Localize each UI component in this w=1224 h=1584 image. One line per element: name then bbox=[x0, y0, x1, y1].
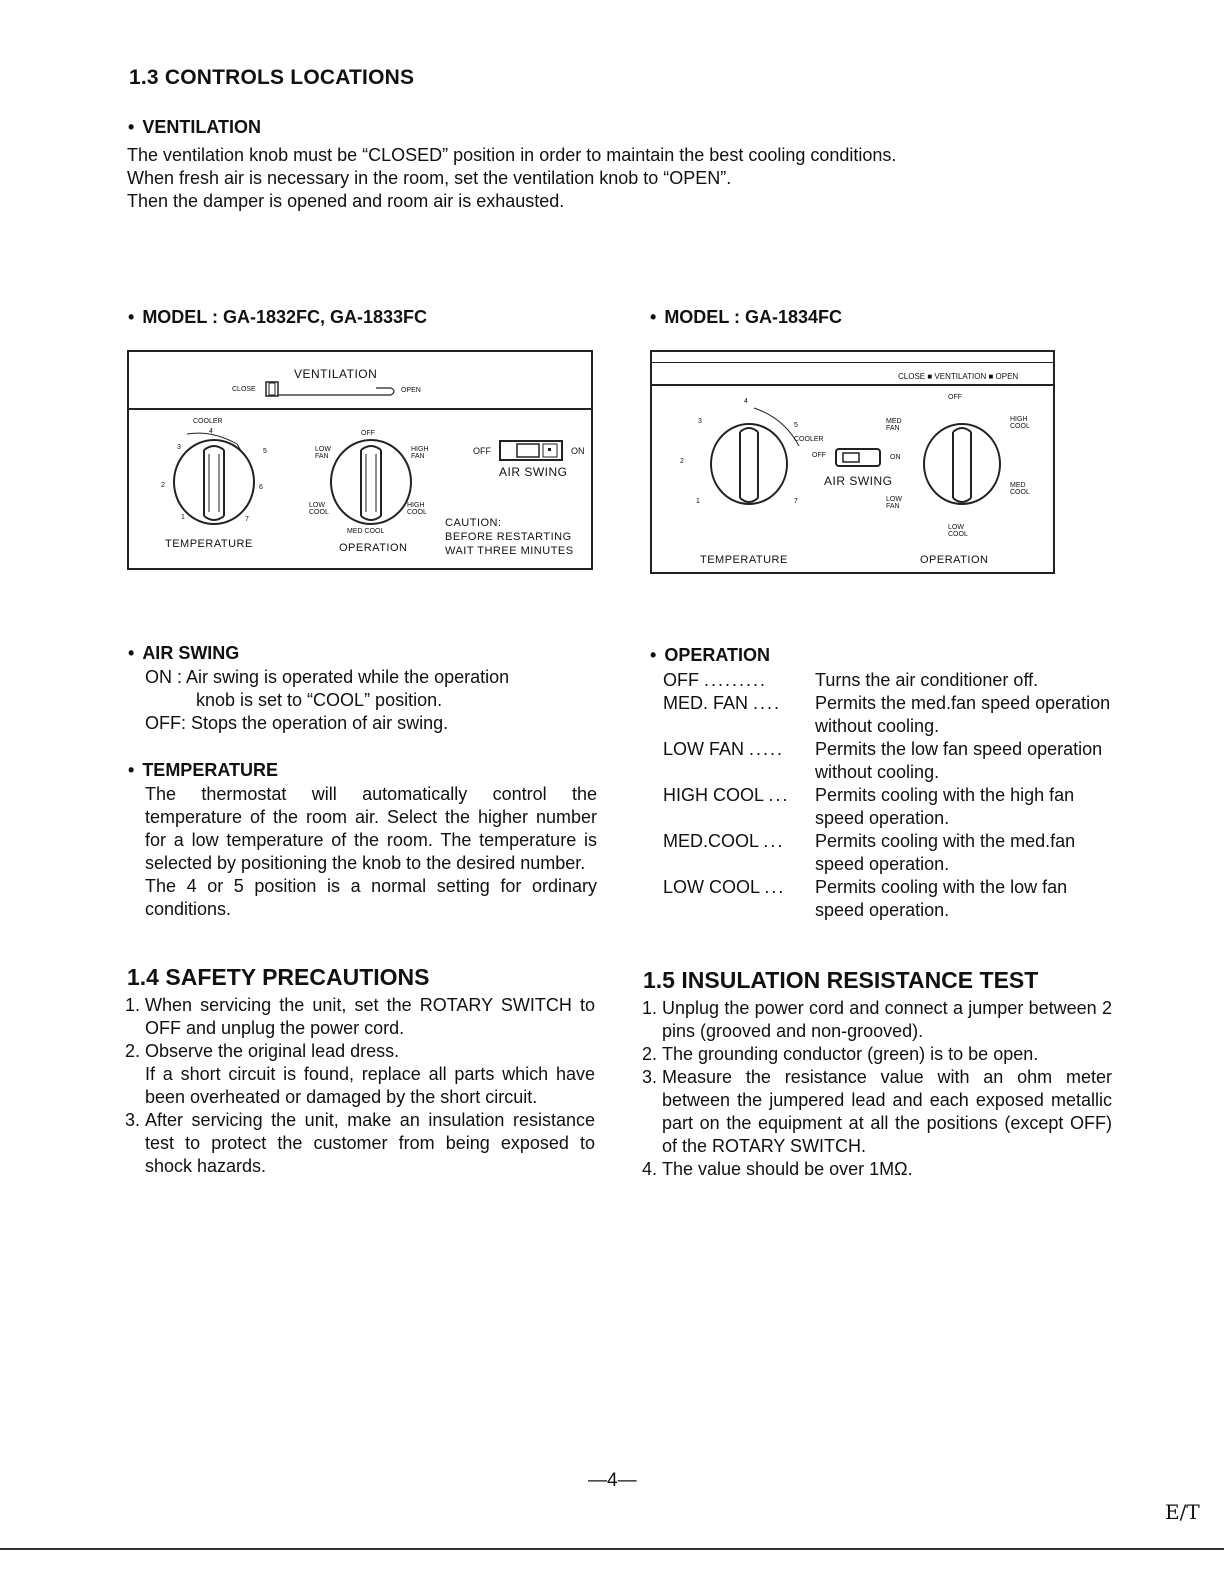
item-number: 3. bbox=[642, 1067, 658, 1087]
air-swing-heading bbox=[128, 643, 239, 664]
op-row-key: HIGH COOL bbox=[663, 785, 764, 805]
op-row-dots: ......... bbox=[704, 670, 768, 690]
temperature-knob[interactable] bbox=[704, 402, 814, 512]
ventilation-heading-text: VENTILATION bbox=[142, 117, 261, 137]
operation-row bbox=[663, 669, 1118, 692]
operation-row bbox=[663, 692, 1118, 738]
air-swing-off-text: OFF: Stops the operation of air swing. bbox=[145, 713, 449, 733]
temp-num-6: 6 bbox=[259, 484, 263, 491]
op-row-key: MED. FAN bbox=[663, 693, 749, 713]
panel-divider bbox=[129, 408, 591, 410]
op-high-cool-label: HIGH COOL bbox=[407, 502, 427, 516]
operation-label: OPERATION bbox=[920, 554, 989, 566]
temperature-label: TEMPERATURE bbox=[700, 554, 788, 566]
temperature-heading-text: TEMPERATURE bbox=[142, 760, 278, 780]
temperature-label: TEMPERATURE bbox=[165, 538, 253, 550]
temp-num-1: 1 bbox=[696, 498, 700, 505]
bottom-rule bbox=[0, 1548, 1224, 1550]
op-row-key: OFF bbox=[663, 670, 699, 690]
item-number: 2. bbox=[125, 1041, 141, 1061]
air-swing-label: AIR SWING bbox=[499, 465, 568, 479]
op-row-desc: Permits the low fan speed operation without cooling. bbox=[815, 739, 1103, 782]
insulation-list bbox=[642, 997, 1112, 1181]
item-text: Unplug the power cord and connect a jumper between 2 pins (grooved and non-grooved). bbox=[662, 998, 1112, 1041]
op-low-cool-label: LOW COOL bbox=[948, 524, 968, 538]
op-row-desc: Permits cooling with the high fan speed operation. bbox=[815, 785, 1075, 828]
temp-num-4: 4 bbox=[744, 398, 748, 405]
open-label: OPEN bbox=[401, 387, 421, 394]
ventilation-text bbox=[127, 144, 1047, 213]
safety-list bbox=[125, 994, 595, 1178]
list-item bbox=[125, 1040, 595, 1109]
temp-num-2: 2 bbox=[680, 458, 684, 465]
page-number: —4— bbox=[588, 1470, 637, 1491]
op-off-label: OFF bbox=[361, 430, 375, 437]
operation-label: OPERATION bbox=[339, 542, 408, 554]
temperature-text bbox=[145, 783, 597, 921]
item-number: 1. bbox=[642, 998, 658, 1018]
operation-knob[interactable] bbox=[914, 402, 1024, 512]
temp-num-3: 3 bbox=[177, 444, 181, 451]
op-low-cool-label: LOW COOL bbox=[309, 502, 329, 516]
op-row-key: MED.COOL bbox=[663, 831, 759, 851]
operation-table bbox=[663, 669, 1118, 922]
op-high-fan-label: HIGH FAN bbox=[411, 446, 429, 460]
item-number: 3. bbox=[125, 1110, 141, 1130]
temperature-para-2: The 4 or 5 position is a normal setting for ordinary conditions. bbox=[145, 876, 597, 919]
op-row-desc: Permits cooling with the low fan speed operation. bbox=[815, 877, 1068, 920]
list-item bbox=[642, 1158, 1112, 1181]
op-row-dots: ... bbox=[768, 785, 790, 805]
temp-num-7: 7 bbox=[245, 516, 249, 523]
temp-cooler-label: COOLER bbox=[193, 418, 223, 425]
item-text: When servicing the unit, set the ROTARY SWITCH to OFF and unplug the power cord. bbox=[145, 995, 595, 1038]
op-row-key: LOW FAN bbox=[663, 739, 745, 759]
temp-num-3: 3 bbox=[698, 418, 702, 425]
operation-row bbox=[663, 738, 1118, 784]
control-panel-right bbox=[650, 350, 1055, 574]
air-swing-on-text: ON : Air swing is operated while the operation bbox=[145, 667, 510, 687]
item-text: The grounding conductor (green) is to be open. bbox=[662, 1044, 1039, 1064]
item-text: The value should be over 1MΩ. bbox=[662, 1159, 913, 1179]
operation-row bbox=[663, 784, 1118, 830]
ventilation-heading bbox=[128, 117, 261, 138]
panel-top-line bbox=[652, 362, 1053, 363]
temp-num-5: 5 bbox=[263, 448, 267, 455]
temperature-para-1: The thermostat will automatically control the temperature of the room air. Select the higher number for a low temperature of the room. The temperature is selected by positioning the knob to the desired number. bbox=[145, 784, 597, 873]
model-right-title bbox=[650, 307, 842, 328]
operation-row bbox=[663, 876, 1118, 922]
operation-row bbox=[663, 830, 1118, 876]
air-swing-heading-text: AIR SWING bbox=[142, 643, 240, 663]
close-label: CLOSE bbox=[232, 386, 256, 393]
list-item bbox=[642, 1066, 1112, 1158]
op-row-dots: ... bbox=[763, 831, 785, 851]
model-left-title-text: MODEL : GA-1832FC, GA-1833FC bbox=[142, 307, 428, 327]
caution-text bbox=[445, 516, 574, 558]
air-swing-text bbox=[145, 666, 605, 735]
vent-strip-label: CLOSE ■ VENTILATION ■ OPEN bbox=[898, 372, 1019, 381]
op-row-key: LOW COOL bbox=[663, 877, 760, 897]
ventilation-line-3: Then the damper is opened and room air is exhausted. bbox=[127, 191, 565, 211]
ventilation-line-2: When fresh air is necessary in the room, set the ventilation knob to “OPEN”. bbox=[127, 168, 732, 188]
temp-num-4: 4 bbox=[209, 428, 213, 435]
item-number: 2. bbox=[642, 1044, 658, 1064]
temp-num-7: 7 bbox=[794, 498, 798, 505]
air-swing-label: AIR SWING bbox=[824, 474, 893, 488]
list-item bbox=[642, 1043, 1112, 1066]
temp-cooler-label: COOLER bbox=[794, 436, 824, 443]
caution-line-3: WAIT THREE MINUTES bbox=[445, 545, 574, 557]
op-high-cool-label: HIGH COOL bbox=[1010, 416, 1030, 430]
item-text-2: If a short circuit is found, replace all parts which have been overheated or damaged by the short circuit. bbox=[145, 1064, 595, 1107]
item-number: 1. bbox=[125, 995, 141, 1015]
item-text: After servicing the unit, make an insulation resistance test to protect the customer from being exposed to shock hazards. bbox=[145, 1110, 595, 1176]
temp-num-2: 2 bbox=[161, 482, 165, 489]
op-row-desc: Permits cooling with the med.fan speed operation. bbox=[815, 831, 1076, 874]
list-item bbox=[125, 1109, 595, 1178]
corner-mark: E/T bbox=[1165, 1500, 1200, 1524]
temp-num-5: 5 bbox=[794, 422, 798, 429]
temp-num-1: 1 bbox=[181, 514, 185, 521]
op-low-fan-label: LOW FAN bbox=[886, 496, 902, 510]
ventilation-line-1: The ventilation knob must be “CLOSED” position in order to maintain the best cooling conditions. bbox=[127, 145, 897, 165]
op-low-fan-label: LOW FAN bbox=[315, 446, 331, 460]
op-med-cool-label: MED COOL bbox=[347, 528, 385, 535]
item-text: Measure the resistance value with an ohm meter between the jumpered lead and each exposed metallic part on the equipment at all the positions (except OFF) of the ROTARY SWITCH. bbox=[662, 1067, 1112, 1156]
air-swing-off-label: OFF bbox=[812, 452, 826, 459]
model-left-title bbox=[128, 307, 427, 328]
op-row-dots: ..... bbox=[749, 739, 785, 759]
list-item bbox=[642, 997, 1112, 1043]
section-heading-insulation: 1.5 INSULATION RESISTANCE TEST bbox=[643, 967, 1039, 993]
model-right-title-text: MODEL : GA-1834FC bbox=[664, 307, 843, 327]
section-heading-controls: 1.3 CONTROLS LOCATIONS bbox=[129, 66, 415, 89]
caution-line-1: CAUTION: bbox=[445, 517, 502, 529]
op-med-fan-label: MED FAN bbox=[886, 418, 902, 432]
ventilation-label: VENTILATION bbox=[294, 367, 378, 381]
air-swing-on-label: ON bbox=[571, 446, 585, 456]
op-row-dots: ... bbox=[764, 877, 786, 897]
op-row-dots: .... bbox=[753, 693, 782, 713]
ventilation-slider bbox=[261, 378, 401, 400]
air-swing-switch[interactable] bbox=[499, 440, 565, 462]
air-swing-on-label: ON bbox=[890, 454, 901, 461]
op-row-desc: Permits the med.fan speed operation without cooling. bbox=[815, 693, 1111, 736]
air-swing-switch[interactable] bbox=[834, 447, 884, 469]
operation-heading bbox=[650, 645, 770, 666]
item-number: 4. bbox=[642, 1159, 658, 1179]
panel-divider bbox=[652, 384, 1053, 386]
op-row-desc: Turns the air conditioner off. bbox=[815, 670, 1039, 690]
op-med-cool-label: MED COOL bbox=[1010, 482, 1030, 496]
op-off-label: OFF bbox=[948, 394, 962, 401]
temperature-heading bbox=[128, 760, 278, 781]
caution-line-2: BEFORE RESTARTING bbox=[445, 531, 572, 543]
operation-heading-text: OPERATION bbox=[664, 645, 770, 665]
temperature-knob[interactable] bbox=[157, 420, 282, 530]
air-swing-off-label: OFF bbox=[473, 446, 491, 456]
item-text: Observe the original lead dress. bbox=[145, 1041, 400, 1061]
list-item bbox=[125, 994, 595, 1040]
section-heading-safety: 1.4 SAFETY PRECAUTIONS bbox=[127, 964, 430, 990]
air-swing-on-text-cont: knob is set to “COOL” position. bbox=[196, 690, 443, 710]
control-panel-left bbox=[127, 350, 593, 570]
